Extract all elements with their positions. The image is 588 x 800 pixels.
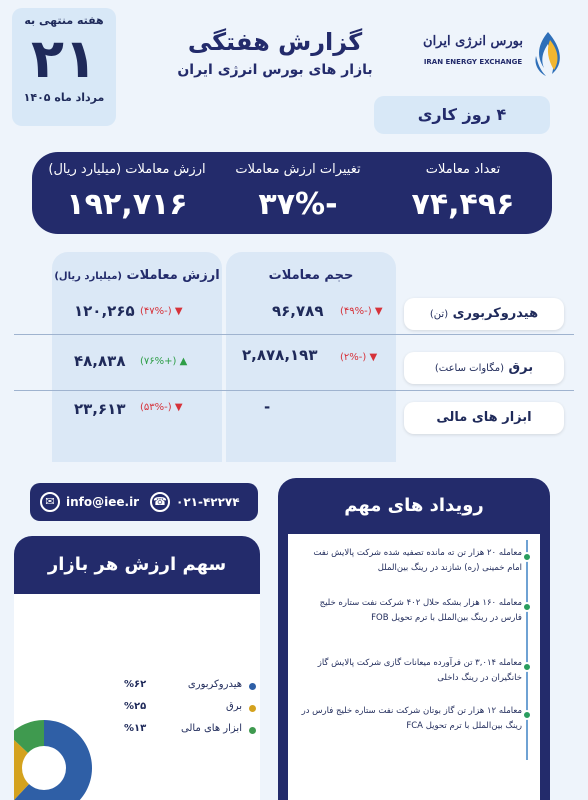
volume-value: ۲,۸۷۸,۱۹۳ [242, 346, 318, 364]
week-ending-day: ۲۱ [31, 27, 97, 90]
row-label-financial [404, 402, 564, 434]
email-icon: ✉ [40, 492, 60, 512]
timeline-dot [522, 602, 532, 612]
value-value: ۱۲۰,۲۶۵ [74, 302, 135, 320]
value-change-text: (-۴۷%) [140, 306, 172, 317]
row-divider [14, 334, 574, 335]
down-arrow-icon: ▼ [174, 306, 183, 317]
summary-value: ۷۴,۴۹۶ [411, 187, 515, 222]
value-header: ارزش معاملات [126, 268, 220, 283]
contact-bar [30, 483, 258, 521]
value-unit: (میلیارد ریال) [54, 271, 122, 282]
row-name: ابزار های مالی [436, 410, 532, 425]
volume-change [340, 352, 377, 363]
up-arrow-icon: ▲ [179, 356, 188, 367]
value-value: ۴۸,۸۳۸ [74, 352, 126, 370]
week-ending-label: هفته منتهی به [24, 14, 104, 27]
week-ending-date: مرداد ماه ۱۴۰۵ [23, 91, 105, 104]
value-change [140, 306, 183, 317]
market-table [14, 240, 574, 480]
row-unit: (مگاوات ساعت) [434, 363, 504, 374]
legend-item [122, 722, 256, 740]
legend-name: ابزار های مالی [181, 723, 242, 734]
volume-change [340, 306, 383, 317]
report-title-block [160, 28, 390, 78]
value-header-wrap [52, 268, 222, 283]
report-title: گزارش هفتگی [187, 28, 363, 56]
logo-text-en: IRAN ENERGY EXCHANGE [423, 58, 523, 66]
row-name: هیدروکربوری [452, 306, 539, 321]
report-subtitle: بازار های بورس انرژی ایران [177, 62, 373, 78]
row-name: برق [508, 360, 534, 375]
volume-change-text: (-۴۹%) [340, 306, 372, 317]
legend-item [122, 678, 256, 696]
value-change-text: (+۷۶%) [140, 356, 177, 367]
summary-value-change [216, 152, 380, 234]
value-value: ۲۳,۶۱۳ [74, 400, 126, 418]
row-label-hydrocarbon [404, 298, 564, 330]
phone-icon: ☎ [150, 492, 170, 512]
summary-label: تغییرات ارزش معاملات [235, 162, 361, 177]
event-item: معامله ۱۶۰ هزار بشکه حلال ۴۰۲ شرکت نفت ستاره خلیج فارس در رینگ بین‌الملل با ترم تحویل FOB [319, 598, 522, 623]
summary-value: -۳۷% [258, 187, 338, 222]
value-change [140, 402, 183, 413]
volume-value: - [264, 398, 271, 416]
summary-label: ارزش معاملات (میلیارد ریال) [48, 162, 206, 177]
market-share-title: سهم ارزش هر بازار [47, 554, 227, 575]
events-title: رویداد های مهم [344, 495, 484, 516]
down-arrow-icon: ▼ [374, 306, 383, 317]
summary-label: تعداد معاملات [425, 162, 501, 177]
down-arrow-icon: ▼ [174, 402, 183, 413]
logo-text-fa: بورس انرژی ایران [423, 34, 523, 49]
row-unit: (تن) [429, 309, 449, 320]
volume-header: حجم معاملات [268, 268, 354, 283]
week-ending-box [12, 8, 116, 126]
market-share-panel [14, 594, 260, 800]
contact-email[interactable]: info@iee.ir [66, 495, 140, 509]
events-card [278, 478, 550, 800]
iee-logo [418, 30, 568, 80]
donut-hole [22, 746, 66, 790]
legend-dot [249, 683, 256, 690]
legend-item [122, 700, 256, 718]
summary-band [32, 152, 552, 234]
working-days-badge: ۴ روز کاری [374, 96, 550, 134]
legend-percent: %۱۳ [124, 723, 147, 734]
logo-flame-icon [530, 30, 566, 78]
volume-change-text: (-۲%) [340, 352, 367, 363]
event-item: معامله ۱۲ هزار تن گاز بوتان شرکت نفت ستاره خلیج فارس در رینگ بین‌الملل با ترم تحویل FCA [301, 706, 522, 731]
timeline-dot [522, 662, 532, 672]
timeline-dot [522, 552, 532, 562]
summary-trade-value [38, 152, 216, 234]
value-change [140, 356, 187, 367]
value-change-text: (-۵۳%) [140, 402, 172, 413]
row-label-electricity [404, 352, 564, 384]
legend-name: برق [225, 701, 242, 712]
summary-trade-count [380, 152, 546, 234]
market-share-card [14, 536, 260, 800]
legend-percent: %۲۵ [124, 701, 147, 712]
legend-percent: %۶۲ [124, 679, 147, 690]
event-item: معامله ۲۰ هزار تن ته مانده تصفیه شده شرکت پالایش نفت امام خمینی (ره) شازند در رینگ بین‌الملل [313, 548, 522, 573]
row-divider [14, 390, 574, 391]
volume-value: ۹۶,۷۸۹ [272, 302, 324, 320]
legend-dot [249, 727, 256, 734]
events-timeline [526, 540, 528, 760]
market-share-donut [14, 698, 114, 800]
down-arrow-icon: ▼ [369, 352, 378, 363]
contact-phone[interactable]: ۰۲۱-۴۲۲۷۴ [176, 495, 240, 509]
legend-name: هیدروکربوری [187, 679, 242, 690]
timeline-dot [522, 710, 532, 720]
summary-value: ۱۹۲,۷۱۶ [66, 187, 188, 222]
event-item: معامله ۳,۰۱۴ تن فرآورده میعانات گازی شرکت پالایش گاز خانگیران در رینگ داخلی [317, 658, 522, 683]
legend-dot [249, 705, 256, 712]
